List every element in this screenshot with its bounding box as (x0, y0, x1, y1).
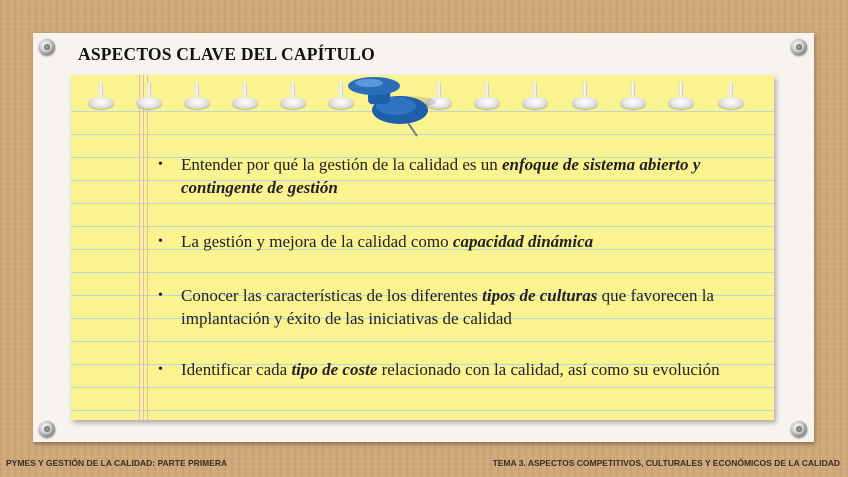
binding-hole (136, 97, 162, 109)
bullet-icon: • (158, 157, 163, 172)
plain-text: La gestión y mejora de la calidad como (181, 232, 453, 251)
bullet-text (181, 232, 593, 251)
plain-text: Conocer las características de los diferentes (181, 286, 483, 305)
binding-hole (88, 97, 114, 109)
binding-hole (572, 97, 598, 109)
bullet-text (181, 360, 720, 379)
emphasis-text: enfoque de sistema abierto y contingente de gestión (181, 155, 701, 197)
binding-hole (668, 97, 694, 109)
bullet-text (181, 286, 714, 328)
list-item (158, 358, 758, 381)
bullet-text (181, 155, 700, 197)
binding-hole (280, 97, 306, 109)
emphasis-text: tipos de culturas (482, 286, 598, 305)
bullet-icon: • (158, 234, 163, 249)
page-title: ASPECTOS CLAVE DEL CAPÍTULO (78, 44, 375, 64)
thumbtack-icon (39, 421, 55, 437)
pushpin-icon (340, 72, 440, 142)
binding-hole (718, 97, 744, 109)
thumbtack-icon (791, 421, 807, 437)
binding-hole (522, 97, 548, 109)
list-item (158, 284, 758, 330)
emphasis-text: tipo de coste (291, 360, 378, 379)
binding-hole (232, 97, 258, 109)
list-item (158, 153, 758, 199)
footer-course-title: PYMES Y GESTIÓN DE LA CALIDAD: PARTE PRIMERA (6, 458, 228, 468)
margin-line (143, 75, 144, 420)
emphasis-text: capacidad dinámica (452, 232, 594, 251)
key-points-list (158, 149, 758, 381)
plain-text: que favorecen la implantación y éxito de las iniciativas de calidad (181, 286, 714, 328)
binding-hole (620, 97, 646, 109)
bullet-icon: • (158, 362, 163, 377)
plain-text: Entender por qué la gestión de la calidad es un (181, 155, 502, 174)
thumbtack-icon (791, 39, 807, 55)
footer-chapter-title: TEMA 3. ASPECTOS COMPETITIVOS, CULTURALES Y ECONÓMICOS DE LA CALIDAD (492, 458, 840, 468)
bullet-icon: • (158, 288, 163, 303)
margin-line (147, 75, 148, 420)
margin-line (139, 75, 140, 420)
plain-text: relacionado con la calidad, así como su evolución (377, 360, 720, 379)
list-item (158, 230, 758, 253)
plain-text: Identificar cada (181, 360, 292, 379)
thumbtack-icon (39, 39, 55, 55)
binding-hole (184, 97, 210, 109)
binding-hole (474, 97, 500, 109)
